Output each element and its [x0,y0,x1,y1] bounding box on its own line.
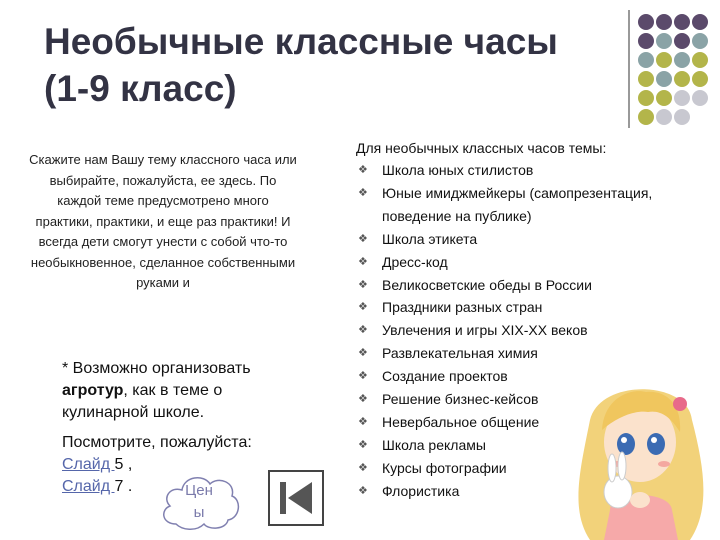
note-prefix: * Возможно организовать [62,360,251,377]
diamond-bullet-icon: ❖ [358,278,368,291]
topic-label: Юные имиджмейкеры (самопрезентация, поведение на публике) [382,184,653,224]
decorative-dot [674,14,690,30]
topic-label: Решение бизнес-кейсов [382,391,539,408]
topic-label: Курсы фотографии [382,459,507,476]
prices-label-line-2: ы [193,504,205,521]
decorative-dot [674,71,690,87]
decorative-dot [638,109,654,125]
decorative-dot [638,90,654,106]
list-item [356,296,656,319]
back-first-slide-button[interactable] [268,470,324,526]
diamond-bullet-icon: ❖ [358,484,368,497]
intro-text: Скажите нам Вашу тему классного часа или выбирайте, пожалуйста, ее здесь. По каждой теме предусмотрено много практики, практики, и еще раз практики! И всегда дети смогут унести с собой что-то необыкновенное, сделанное собственными руками и [29,152,297,290]
decorative-dot [692,33,708,49]
decorative-dot [638,33,654,49]
diamond-bullet-icon: ❖ [358,255,368,268]
topic-label: Школа рекламы [382,436,486,453]
diamond-bullet-icon: ❖ [358,415,368,428]
decorative-dot [692,71,708,87]
girl-with-bunny-illustration [560,360,720,540]
decorative-dot [656,14,672,30]
decorative-dot [674,90,690,106]
note-suffix: , как в теме о кулинарной школе. [62,382,223,421]
list-item [356,274,656,297]
decorative-dot [656,33,672,49]
decorative-dot [656,52,672,68]
list-item [356,228,656,251]
decorative-dot [674,52,690,68]
decorative-dot [638,14,654,30]
agrotour-note [62,358,302,424]
diamond-bullet-icon: ❖ [358,370,368,383]
decorative-dot [638,71,654,87]
decorative-dot [692,52,708,68]
topic-label: Увлечения и игры XIX-XX веков [382,322,588,339]
diamond-bullet-icon: ❖ [358,347,368,360]
decorative-dot [674,33,690,49]
prices-label-line-1: Цен [185,482,213,499]
topic-label: Праздники разных стран [382,299,543,316]
list-item [356,159,656,182]
note-bold: агротур [62,382,124,399]
topic-label: Невербальное общение [382,413,540,430]
decorative-dot-grid [0,0,720,140]
diamond-bullet-icon: ❖ [358,164,368,176]
title-line-2: (1-9 класс) [44,68,237,109]
see-slides-label: Посмотрите, пожалуйста: [62,434,252,451]
decorative-dot [692,14,708,30]
topic-label: Развлекательная химия [382,345,538,362]
title-line-1: Необычные классные часы [44,21,558,62]
topic-label: Дресс-код [382,253,448,270]
slide-5-number: 5 , [114,456,133,473]
topic-label: Флористика [382,482,460,499]
topic-label: Создание проектов [382,368,508,385]
list-item [356,182,656,228]
topics-heading: Для необычных классных часов темы: [356,140,607,156]
topic-label: Школа этикета [382,230,478,247]
decorative-dot [656,109,672,125]
decorative-dot [656,90,672,106]
diamond-bullet-icon: ❖ [358,461,368,474]
diamond-bullet-icon: ❖ [358,324,368,337]
topic-label: Школа юных стилистов [382,162,534,178]
slide-link-5[interactable]: Слайд [62,456,115,473]
topic-label: Великосветские обеды в России [382,276,592,293]
diamond-bullet-icon: ❖ [358,186,368,199]
diamond-bullet-icon: ❖ [358,393,368,406]
decorative-dot [674,109,690,125]
decorative-dot [656,71,672,87]
diamond-bullet-icon: ❖ [358,301,368,314]
diamond-bullet-icon: ❖ [358,438,368,451]
list-item [356,251,656,274]
slide-7-number: 7 . [114,478,133,495]
list-item [356,319,656,342]
prices-label[interactable] [156,480,242,524]
slide-link-7[interactable]: Слайд [62,478,115,495]
diamond-bullet-icon: ❖ [358,232,368,245]
back-first-slide-icon [270,472,322,524]
decorative-dot [692,90,708,106]
decorative-dot [638,52,654,68]
